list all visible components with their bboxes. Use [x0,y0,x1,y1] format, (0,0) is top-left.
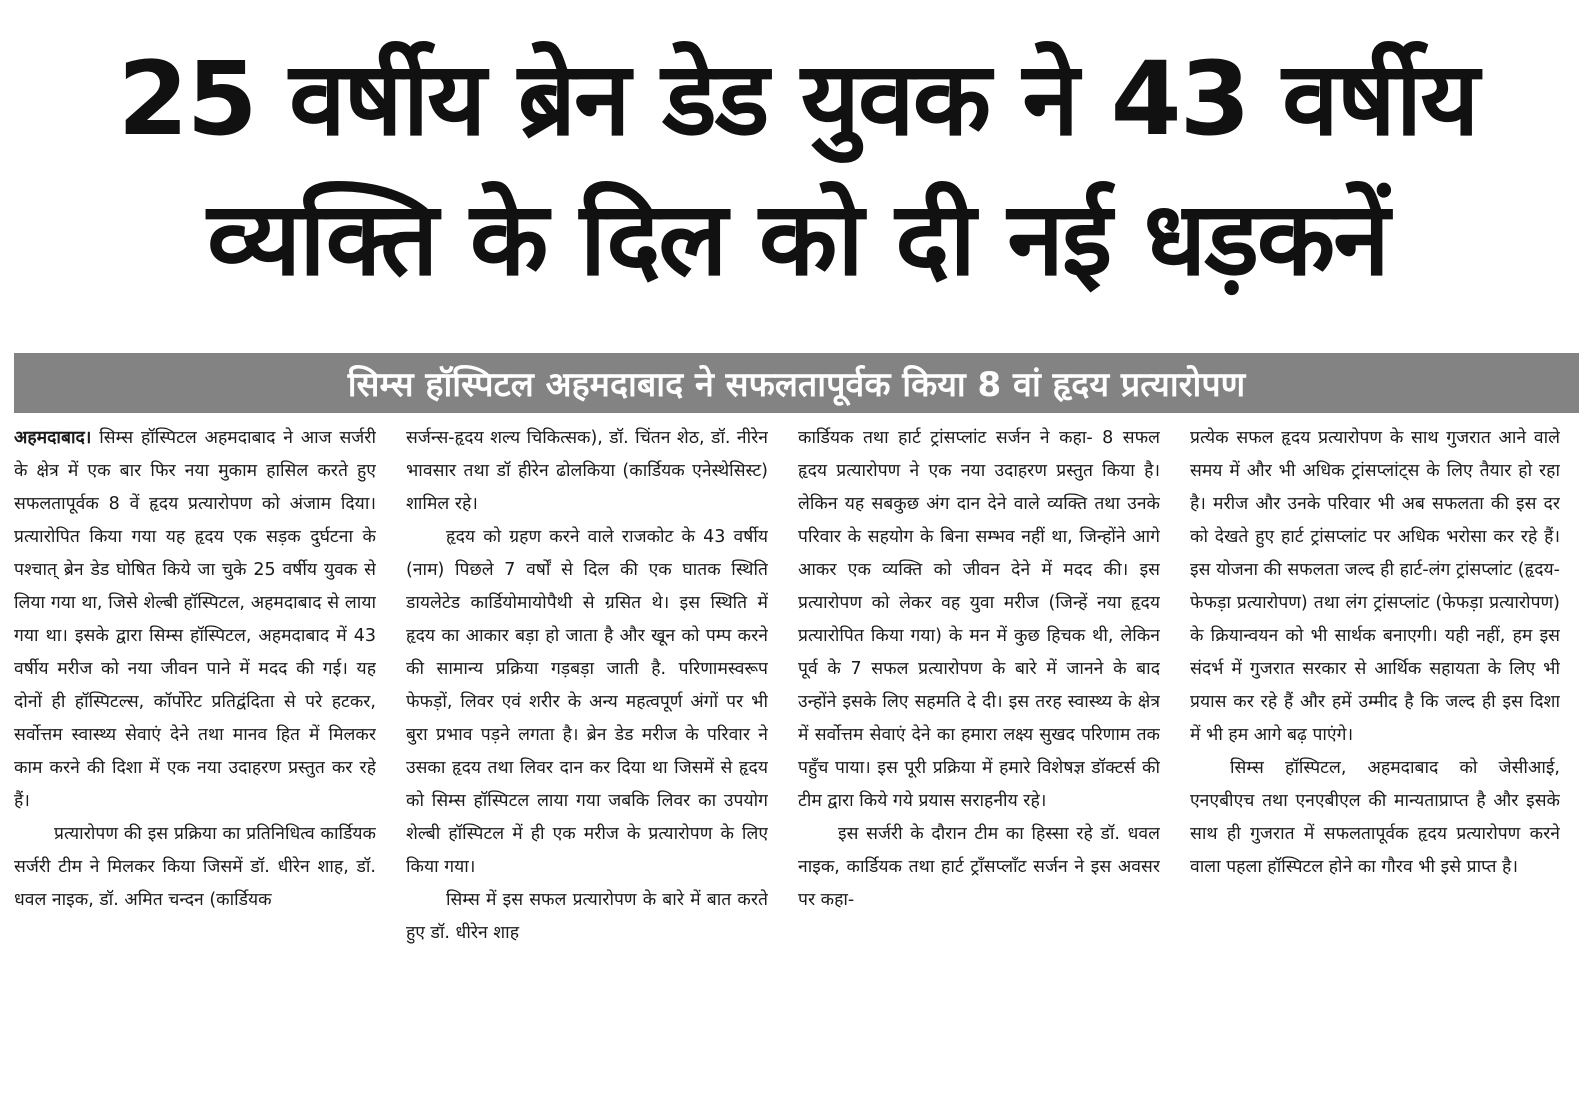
article-column-2 [406,422,768,1110]
column-4-paragraph-1: प्रत्येक सफल हृदय प्रत्यारोपण के साथ गुजरात आने वाले समय में और भी अधिक ट्रांसप्लांट्स के लिए तैयार हो रहा है। मरीज और उनके परिवार भी अब सफलता की इस दर को देखते हुए हार्ट ट्रांसप्लांट पर अधिक भरोसा कर रहे हैं। इस योजना की सफलता जल्द ही हार्ट-लंग ट्रांसप्लांट (हृदय-फेफड़ा प्रत्यारोपण) तथा लंग ट्रांसप्लांट (फेफड़ा प्रत्यारोपण) के क्रियान्वयन को भी सार्थक बनाएगी। यही नहीं, हम इस संदर्भ में गुजरात सरकार से आर्थिक सहायता के लिए भी प्रयास कर रहे हैं और हमें उम्मीद है कि जल्द ही इस दिशा में भी हम आगे बढ़ पाएंगे। [1190,428,1560,745]
article-column-1 [14,422,376,1110]
headline-line-2: व्यक्ति के दिल को दी नई धड़कनें [207,180,1388,299]
column-2-paragraph-2: हृदय को ग्रहण करने वाले राजकोट के 43 वर्षीय (नाम) पिछले 7 वर्षों से दिल की एक घातक स्थिति डायलेटेड कार्डियोमायोपैथी से ग्रसित थे। इस स्थिति में हृदय का आकार बड़ा हो जाता है और खून को पम्प करने की सामान्य प्रक्रिया गड़बड़ा जाती है. परिणामस्वरूप फेफड़ों, लिवर एवं शरीर के अन्य महत्वपूर्ण अंगों पर भी बुरा प्रभाव पड़ने लगता है। ब्रेन डेड मरीज के परिवार ने उसका हृदय तथा लिवर दान कर दिया था जिसमें से हृदय को सिम्स हॉस्पिटल लाया गया जबकि लिवर का उपयोग शेल्बी हॉस्पिटल में ही एक मरीज के प्रत्यारोपण के लिए किया गया। [406,527,768,877]
dateline: अहमदाबाद। [14,428,92,448]
column-4-paragraph-2: सिम्स हॉस्पिटल, अहमदाबाद को जेसीआई, एनएबीएच तथा एनएबीएल की मान्यताप्राप्त है और इसके साथ ही गुजरात में सफलतापूर्वक हृदय प्रत्यारोपण करने वाला पहला हॉस्पिटल होने का गौरव भी इसे प्राप्त है। [1190,758,1560,877]
subheadline-bar [14,353,1579,413]
column-3-paragraph-1: कार्डियक तथा हार्ट ट्रांसप्लांट सर्जन ने कहा- 8 सफल हृदय प्रत्यारोपण ने एक नया उदाहरण प्रस्तुत किया है। लेकिन यह सबकुछ अंग दान देने वाले व्यक्ति तथा उनके परिवार के सहयोग के बिना सम्भव नहीं था, जिन्होंने आगे आकर एक व्यक्ति को जीवन देने में मदद की। इस प्रत्यारोपण को लेकर वह युवा मरीज (जिन्हें नया हृदय प्रत्यारोपित किया गया) के मन में कुछ हिचक थी, लेकिन पूर्व के 7 सफल प्रत्यारोपण के बारे में जानने के बाद उन्होंने इसके लिए सहमति दे दी। इस तरह स्वास्थ्य के क्षेत्र में सर्वोत्तम सेवाएं देने का हमारा लक्ष्य सुखद परिणाम तक पहुँच पाया। इस पूरी प्रक्रिया में हमारे विशेषज्ञ डॉक्टर्स की टीम द्वारा किये गये प्रयास सराहनीय रहे। [798,428,1160,811]
column-3-paragraph-2: इस सर्जरी के दौरान टीम का हिस्सा रहे डॉ. धवल नाइक, कार्डियक तथा हार्ट ट्राँसप्लाँट सर्जन ने इस अवसर पर कहा- [798,824,1160,910]
column-2-paragraph-3: सिम्स में इस सफल प्रत्यारोपण के बारे में बात करते हुए डॉ. धीरेन शाह [406,890,768,943]
column-2-paragraph-1: सर्जन्स-हृदय शल्य चिकित्सक), डॉ. चिंतन शेठ, डॉ. नीरेन भावसार तथा डॉ हीरेन ढोलकिया (कार्डियक एनेस्थेसिस्ट) शामिल रहे। [406,428,768,514]
article-column-3 [798,422,1160,1110]
article-column-4 [1190,422,1560,1110]
column-1-paragraph-1 [14,422,376,818]
column-1-paragraph-2: प्रत्यारोपण की इस प्रक्रिया का प्रतिनिधित्व कार्डियक सर्जरी टीम ने मिलकर किया जिसमें डॉ. धीरेन शाह, डॉ. धवल नाइक, डॉ. अमित चन्दन (कार्डियक [14,824,376,910]
subheadline: सिम्स हॉस्पिटल अहमदाबाद ने सफलतापूर्वक किया 8 वां हृदय प्रत्यारोपण [347,365,1246,405]
headline-line-1: 25 वर्षीय ब्रेन डेड युवक ने 43 वर्षीय [117,40,1478,159]
column-1-paragraph-1-text: सिम्स हॉस्पिटल अहमदाबाद ने आज सर्जरी के क्षेत्र में एक बार फिर नया मुकाम हासिल करते हुए सफलतापूर्वक 8 वें हृदय प्रत्यारोपण को अंजाम दिया। प्रत्यारोपित किया गया यह हृदय एक सड़क दुर्घटना के पश्चात् ब्रेन डेड घोषित किये जा चुके 25 वर्षीय युवक से लिया गया था, जिसे शेल्बी हॉस्पिटल, अहमदाबाद से लाया गया था। इसके द्वारा सिम्स हॉस्पिटल, अहमदाबाद में 43 वर्षीय मरीज को नया जीवन पाने में मदद की गई। यह दोनों ही हॉस्पिटल्स, कॉर्पोरेट प्रतिद्वंदिता से परे हटकर, सर्वोत्तम स्वास्थ्य सेवाएं देने तथा मानव हित में मिलकर काम करने की दिशा में एक नया उदाहरण प्रस्तुत कर रहे हैं। [14,428,376,811]
